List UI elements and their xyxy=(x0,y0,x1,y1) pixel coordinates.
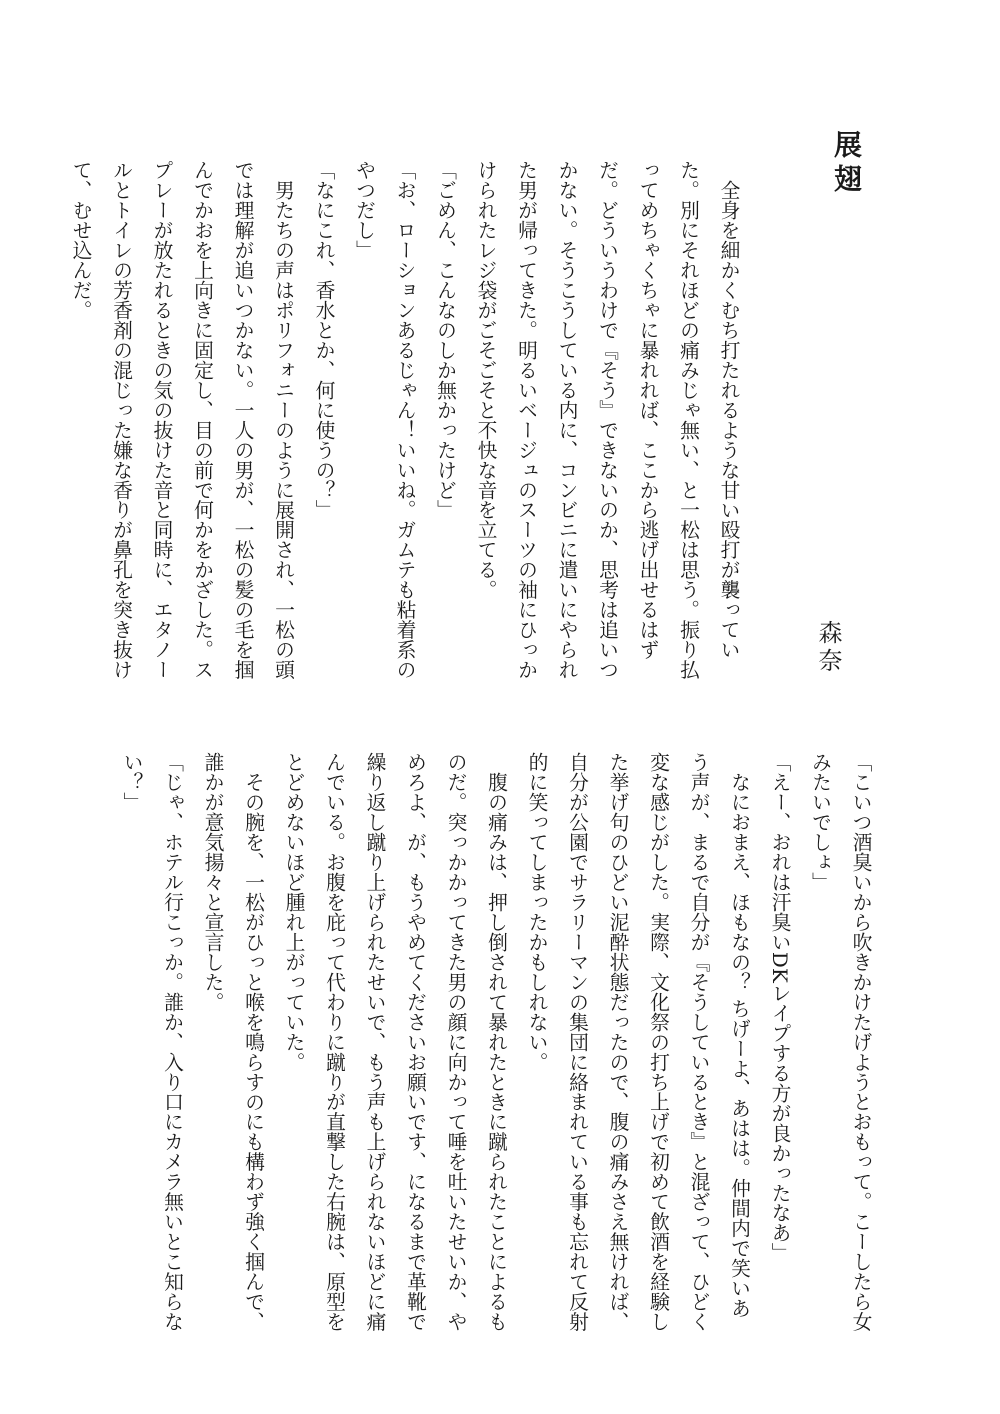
paragraph: 「ごめん、こんなのしか無かったけど」 xyxy=(433,160,457,520)
paragraph: 「じゃ、ホテル行こっか。誰か、入り口にカメラ無いとこ知らない？」 xyxy=(120,752,184,1332)
paragraph: 男たちの声はポリフォニーのように展開され、一松の頭では理解が追いつかない。一人の男が、一松の髪の毛を掴んでかおを上向きに固定し、目の前で何かをかざした。スプレーが放たれるときの気の抜けた音と同時に、エタノールとトイレの芳香剤の混じった嫌な香りが鼻孔を突き抜けて、むせ込んだ。 xyxy=(69,160,295,680)
story-author: 森奈 xyxy=(814,620,842,676)
paragraph: 「えー、おれは汗臭いDKレイプする方が良かったなあ」 xyxy=(768,752,791,1263)
story-title: 展翅 xyxy=(830,130,863,198)
paragraph: 「なにこれ、香水とか、何に使うの？」 xyxy=(312,160,335,520)
paragraph: その腕を、一松がひっと喉を鳴らすのにも構わず強く掴んで、誰かが意気揚々と宣言した。 xyxy=(201,752,265,1332)
paragraph: 「お、ローションあるじゃん！いいね。ガムテも粘着系のやつだし」 xyxy=(352,160,416,680)
lower-text-block xyxy=(120,752,880,1332)
paragraph: なにおまえ、ほもなの？ ちげーよ、あはは。仲間内で笑いあう声が、まるで自分が『そうしているとき』と混ざって、ひどく変な感じがした。実際、文化祭の打ち上げで初めて飲酒を経験した挙げ句のひどい泥酔状態だったので、腹の痛みさえ無ければ、自分が公園でサラリーマンの集団に絡まれている事も忘れて反射的に笑ってしまったかもしれない。 xyxy=(525,752,751,1332)
upper-text-block xyxy=(69,160,748,690)
paragraph: 「こいつ酒臭いから吹きかけたげようとおもって。こーしたら女みたいでしょ」 xyxy=(808,752,872,1332)
paragraph: 腹の痛みは、押し倒されて暴れたときに蹴られたことによるものだ。突っかかってきた男の顔に向かって唾を吐いたせいか、やめろよ、が、もうやめてくださいお願いです、になるまで革靴で繰り返し蹴り上げられたせいで、もう声も上げられないほどに痛んでいる。お腹を庇って代わりに蹴りが直撃した右腕は、原型をとどめないほど腫れ上がっていた。 xyxy=(282,752,508,1332)
paragraph: 全身を細かくむち打たれるような甘い殴打が襲っていた。別にそれほどの痛みじゃ無い、と一松は思う。振り払ってめちゃくちゃに暴れれば、ここから逃げ出せるはずだ。どういうわけで『そう』できないのか、思考は追いつかない。そうこうしている内に、コンビニに遣いにやられた男が帰ってきた。明るいベージュのスーツの袖にひっかけられたレジ袋がごそごそと不快な音を立てる。 xyxy=(474,160,740,680)
